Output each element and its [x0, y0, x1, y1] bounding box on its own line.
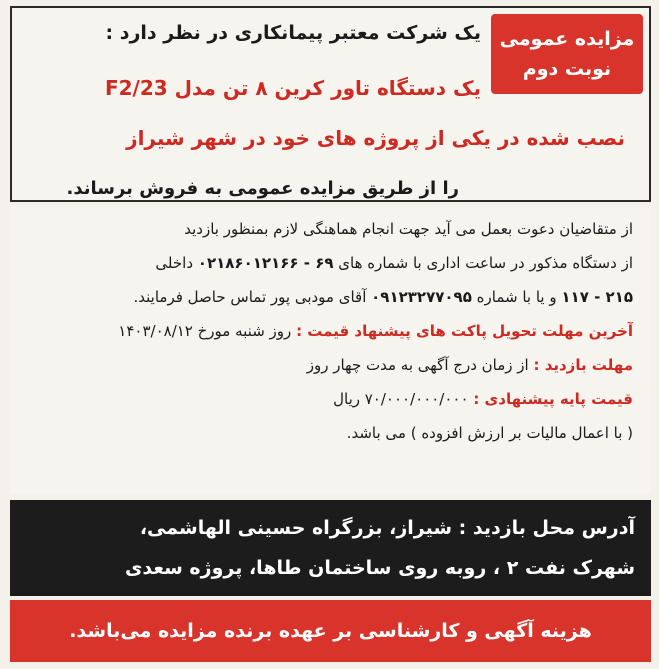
visit-row: [28, 348, 633, 382]
or-number-text: و یا با شماره: [476, 288, 557, 306]
invitation-text: از متقاضیان دعوت بعمل می آید جهت انجام هماهنگی لازم بمنظور بازدید: [184, 220, 633, 238]
address-line-1: آدرس محل بازدید : شیراز، بزرگراه حسینی الهاشمی،: [139, 517, 635, 539]
badge-subtitle: نوبت دوم: [522, 58, 612, 80]
badge-title: مزایده عمومی: [499, 28, 635, 50]
office-phone: ۶۹ - ۰۲۱۸۶۰۱۲۱۶۶: [197, 254, 334, 272]
announcement-header-box: [10, 6, 651, 202]
contact-row: [28, 280, 633, 314]
sale-method-line: را از طریق مزایده عمومی به فروش برساند.: [66, 178, 459, 199]
deadline-row: [28, 314, 633, 348]
deadline-value: روز شنبه مورخ ۱۴۰۳/۰۸/۱۲: [118, 322, 292, 340]
auction-badge: [491, 14, 643, 94]
address-line-2: شهرک نفت ۲ ، روبه روی ساختمان طاها، پروژه سعدی: [125, 557, 635, 579]
phone-row: [28, 246, 633, 280]
visit-label: مهلت بازدید :: [533, 356, 633, 374]
phone-intro: از دستگاه مذکور در ساعت اداری با شماره های: [338, 254, 633, 272]
price-label: قیمت پایه پیشنهادی :: [473, 390, 633, 408]
cost-notice: هزینه آگهی و کارشناسی بر عهده برنده مزایده می‌باشد.: [69, 620, 592, 642]
visit-address-box: [10, 500, 651, 596]
mobile-phone: ۰۹۱۲۳۲۷۷۰۹۵: [371, 288, 472, 306]
headline: یک شرکت معتبر پیمانکاری در نظر دارد :: [105, 22, 481, 44]
cost-notice-box: [10, 600, 651, 662]
visit-value: از زمان درج آگهی به مدت چهار روز: [306, 356, 529, 374]
extension-label: داخلی: [155, 254, 194, 272]
contact-person: آقای مودبی پور تماس حاصل فرمایند.: [133, 288, 367, 306]
price-row: [28, 382, 633, 416]
tax-row: [28, 416, 633, 450]
price-value: ۷۰/۰۰۰/۰۰۰/۰۰۰ ریال: [333, 390, 469, 408]
tax-note: ( با اعمال مالیات بر ارزش افزوده ) می باشد.: [346, 424, 633, 442]
invitation-row: [28, 212, 633, 246]
crane-model-line: یک دستگاه تاور کرین ۸ تن مدل F2/23: [104, 76, 481, 100]
extension-numbers: ۲۱۵ - ۱۱۷: [561, 288, 633, 306]
deadline-label: آخرین مهلت تحویل پاکت های پیشنهاد قیمت :: [296, 322, 633, 340]
details-box: [10, 206, 651, 494]
crane-location-line: نصب شده در یکی از پروژه های خود در شهر شیراز: [126, 126, 625, 150]
